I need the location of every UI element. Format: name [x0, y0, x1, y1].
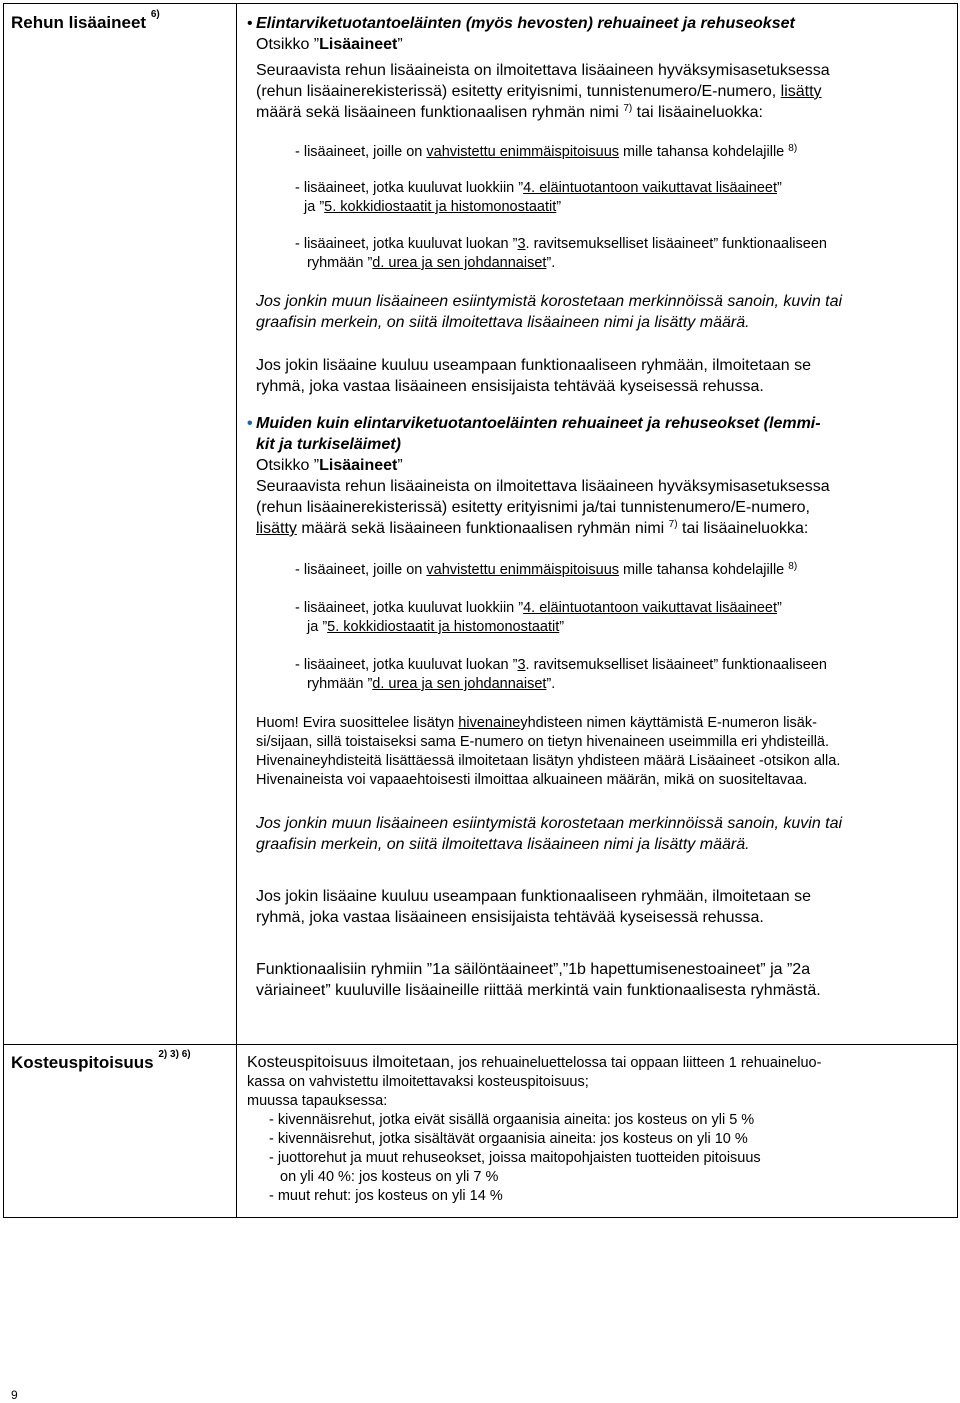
- bullet-icon: •: [247, 415, 253, 432]
- list-item: - lisäaineet, jotka kuuluvat luokan ”3. ravitsemukselliset lisäaineet” funktionaaliseen: [295, 236, 827, 252]
- section-heading: [247, 413, 957, 434]
- list-item-cont: ryhmään ”d. urea ja sen johdannaiset”.: [307, 255, 556, 271]
- huom-note: Huom! Evira suosittelee lisätyn hivenaineyhdisteen nimen käyttämistä E-numeron lisäk- si/sijaan, sillä toistaiseksi sama E-numero on tietyn hivenaineen useimmilla eri yhdisteillä. Hivenaineyhdisteitä lisättäessä ilmoitetaan lisätyn yhdisteen määrä Lisäaineet -otsikon alla. Hivenaineista voi vapaaehtoisesti ilmoittaa alkuaineen määrän, mikä on suositeltavaa.: [256, 715, 841, 788]
- multi-group-note: Jos jokin lisäaine kuuluu useampaan funktionaaliseen ryhmään, ilmoitetaan se ryhmä, joka vastaa lisäaineen ensisijaista tehtävää kyseisessä rehussa.: [256, 357, 811, 395]
- footnote-ref: 6): [150, 9, 160, 20]
- emphasis-note: Jos jonkin muun lisäaineen esiintymistä korostetaan merkinnöissä sanoin, kuvin tai graafisin merkein, on siitä ilmoitettava lisäaineen nimi ja lisätty määrä.: [256, 293, 843, 331]
- additive-list: [247, 561, 957, 694]
- row-label-feed-additives: [4, 9, 236, 33]
- label-text: Kosteuspitoisuus: [11, 1053, 154, 1072]
- section-pet-and-fur-animals: [237, 413, 957, 1001]
- row-label-moisture: [4, 1049, 236, 1073]
- row-content-cell: [237, 1045, 958, 1218]
- otsikko-line: Otsikko ”Lisäaineet”: [256, 457, 403, 474]
- row-label-cell: [4, 4, 237, 1045]
- additive-list: [247, 143, 957, 273]
- list-item: - lisäaineet, jotka kuuluvat luokkiin ”4. eläintuotantoon vaikuttavat lisäaineet”: [295, 600, 782, 616]
- list-item: - lisäaineet, jotka kuuluvat luokan ”3. ravitsemukselliset lisäaineet” funktionaaliseen: [295, 657, 827, 673]
- multi-group-note: Jos jokin lisäaine kuuluu useampaan funktionaaliseen ryhmään, ilmoitetaan se ryhmä, joka vastaa lisäaineen ensisijaista tehtävää kyseisessä rehussa.: [256, 888, 811, 926]
- paragraph-line: (rehun lisäainerekisterissä) esitetty erityisnimi, tunnistenumero/E-numero, lisätty: [256, 83, 822, 100]
- list-item: - lisäaineet, jotka kuuluvat luokkiin ”4. eläintuotantoon vaikuttavat lisäaineet”: [295, 180, 782, 196]
- footnote-ref: 2) 3) 6): [158, 1049, 191, 1060]
- otsikko-line: Otsikko ”Lisäaineet”: [256, 36, 403, 53]
- moisture-section: Kosteuspitoisuus ilmoitetaan, jos rehuaineluettelossa tai oppaan liitteen 1 rehuaineluo- kassa on vahvistettu ilmoitettavaksi kosteuspitoisuus; muussa tapauksessa: - kivennäisrehut, jotka eivät sisällä orgaanisia aineita: jos kosteus on yli 5 % - kivennäisrehut, jotka sisältävät orgaanisia aineita: jos kosteus on yli 10 % - juottorehut ja muut rehuseokset, joissa maitopohjaisten tuotteiden pitoisuus on yli 40 %: jos kosteus on yli 7 % - muut rehut: jos kosteus on yli 14 %: [237, 1045, 957, 1206]
- row-content-cell: [237, 4, 958, 1045]
- heading-text-cont: kit ja turkiseläimet): [256, 436, 401, 453]
- paragraph-line: lisätty määrä sekä lisäaineen funktionaalisen ryhmän nimi $^{7)}$ tai lisäaineluokka:: [256, 519, 809, 537]
- bullet-icon: •: [247, 15, 253, 32]
- table-row: [4, 1045, 958, 1218]
- paragraph-line: Seuraavista rehun lisäaineista on ilmoitettava lisäaineen hyväksymisasetuksessa: [256, 62, 830, 79]
- row-label-cell: [4, 1045, 237, 1218]
- label-text: Rehun lisäaineet: [11, 13, 147, 32]
- paragraph-line: Seuraavista rehun lisäaineista on ilmoitettava lisäaineen hyväksymisasetuksessa: [256, 478, 830, 495]
- paragraph-line: (rehun lisäainerekisterissä) esitetty erityisnimi ja/tai tunnistenumero/E-numero,: [256, 499, 810, 516]
- list-item-cont: on yli 40 %: jos kosteus on yli 7 %: [280, 1169, 499, 1185]
- page-number: 9: [11, 1388, 18, 1402]
- list-item-cont: ja ”5. kokkidiostaatit ja histomonostaatit”: [307, 619, 565, 635]
- requirements-table: [3, 3, 958, 1218]
- paragraph-line: määrä sekä lisäaineen funktionaalisen ryhmän nimi $^{7)}$ tai lisäaineluokka:: [256, 103, 763, 121]
- list-item-cont: ryhmään ”d. urea ja sen johdannaiset”.: [307, 676, 556, 692]
- emphasis-note: Jos jonkin muun lisäaineen esiintymistä korostetaan merkinnöissä sanoin, kuvin tai graafisin merkein, on siitä ilmoitettava lisäaineen nimi ja lisätty määrä.: [256, 815, 843, 853]
- section-food-producing-animals: [237, 4, 957, 397]
- functional-group-note: Funktionaalisiin ryhmiin ”1a säilöntäaineet”,”1b hapettumisenestoaineet” ja ”2a väriaineet” kuuluville lisäaineille riittää merkintä vain funktionaalisesta ryhmästä.: [256, 961, 821, 999]
- list-item: - kivennäisrehut, jotka eivät sisällä orgaanisia aineita: jos kosteus on yli 5 %: [269, 1112, 755, 1128]
- list-item: - lisäaineet, joille on vahvistettu enimmäispitoisuus mille tahansa kohdelajille $^{8)}$: [295, 143, 798, 160]
- heading-text: Elintarviketuotantoeläinten (myös hevosten) rehuaineet ja rehuseokset: [256, 15, 795, 32]
- section-heading: [247, 13, 957, 34]
- list-item: - lisäaineet, joille on vahvistettu enimmäispitoisuus mille tahansa kohdelajille $^{8)}$: [295, 561, 798, 578]
- table-row: [4, 4, 958, 1045]
- list-item-cont: ja ”5. kokkidiostaatit ja histomonostaatit”: [304, 199, 562, 215]
- heading-text: Muiden kuin elintarviketuotantoeläinten rehuaineet ja rehuseokset (lemmi-: [256, 415, 821, 432]
- list-item: - kivennäisrehut, jotka sisältävät orgaanisia aineita: jos kosteus on yli 10 %: [269, 1131, 748, 1147]
- list-item: - juottorehut ja muut rehuseokset, joissa maitopohjaisten tuotteiden pitoisuus: [269, 1150, 761, 1166]
- list-item: - muut rehut: jos kosteus on yli 14 %: [269, 1188, 503, 1204]
